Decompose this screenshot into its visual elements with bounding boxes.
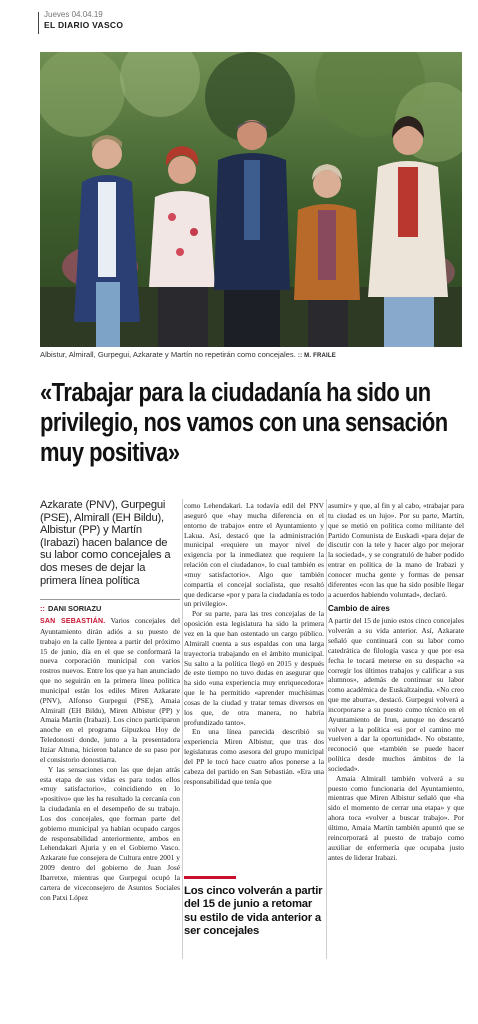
pull-quote-bar bbox=[184, 876, 236, 879]
column-1 bbox=[40, 616, 180, 902]
headline: «Trabajar para la ciudadanía ha sido un privilegio, nos vamos con una sensación muy positiva» bbox=[40, 379, 448, 467]
subheadline: Azkarate (PNV), Gurpegui (PSE), Almirall (EH Bildu), Albistur (PP) y Martín (Irabazi) hacen balance de su labor como concejales a dos meses de dejar la primera línea política bbox=[40, 499, 171, 587]
paragraph: Y las sensaciones con las que dejan atrás esta etapa de sus vidas es para todos ellos «muy satisfactorio», coincidiendo en lo «positivo» que les ha resultado la cercanía con la ciudadanía en el desempeño de su trabajo. Los dos concejales, que forman parte del gobierno municipal ya habían ocupado cargos de responsabilidad anteriormente, ambos en Lehendakari Ajuria y en el Gobierno Vasco. Azkarate fue consejera de Cultura entre 2001 y 2009 dentro del gobierno de Juan José Ibarretxe, mientras que Gurpegui ocupó la cartera de viceconsejero de Asuntos Sociales con Patxi López bbox=[40, 764, 180, 902]
column-3 bbox=[328, 501, 464, 862]
paragraph: Amaia Almirall también volverá a su puesto como funcionaria del Ayuntamiento, mientras que Miren Albistur señaló que «ha sido el momento de cerrar una etapa» y que ahora toca «volver a buscar trabajo». Por último, Amaia Martín también apuntó que se reincorporará al puesto de trabajo como auxiliar de enfermería que ocupaba justo antes de liderar Irabazi. bbox=[328, 773, 464, 862]
page-header bbox=[44, 10, 464, 30]
photo-caption bbox=[40, 349, 470, 362]
group-photo bbox=[40, 52, 462, 347]
paragraph: Por su parte, para las tres concejalas de la oposición esta legislatura ha sido la primera vez en la que han ostentado un cargo público. Almirall cuenta a sus espaldas con una larga trayectoria trabajando en el ámbito municipal. Su salto a la política llegó en 2015 y después de este tiempo no tuvo dudas en asegurar que ha sido «una experiencia muy enriquecedora» que le ha permitido «aprender muchísimas cosas de la ciudad y tratar temas diversos en los que, de otra manera, no habría profundizado tanto». bbox=[184, 609, 324, 727]
newspaper-name: EL DIARIO VASCO bbox=[44, 20, 124, 30]
paragraph: En una línea parecida describió su experiencia Miren Albistur, que tras dos legislaturas como asesora del grupo municipal del PP le tocó hace cuatro años ponerse a la cabeza del partido en San Sebastián. «Era una responsabilidad que tenía que bbox=[184, 727, 324, 786]
column-2 bbox=[184, 501, 324, 786]
column-divider bbox=[182, 499, 183, 959]
issue-date: Jueves 04.04.19 bbox=[44, 10, 103, 19]
pull-quote bbox=[184, 876, 324, 939]
section-heading: Cambio de aires bbox=[328, 604, 390, 614]
paragraph: asumir» y que, al fin y al cabo, «trabajar para tu ciudad es un lujo». Por su parte, Martín, que se metió en política como militante del Partido Comunista de Euskadi «para dejar de discutir con la tele y hacer algo por mejorar la sociedad», y se congratuló de haber podido entrar en política de la mano de Irabazi y conocer mucha gente y formas de pensar diferentes «con las que ha sido posible llegar a acuerdos habiendo voluntad», declaró. bbox=[328, 501, 464, 599]
byline-rule bbox=[40, 599, 180, 600]
header-rule bbox=[38, 12, 39, 34]
paragraph-text: Varios concejales del Ayuntamiento dirán adiós a su puesto de trabajo en la calle Ijentea a partir del próximo 15 de junio, día en el que se conformará la nueva corporación municipal con varios rostros nuevos. Entre los que ya han anunciado que no seguirán en la primera línea política municipal están los ediles Miren Azkarate (PNV), Alfonso Gurpegui (PSE), Amaia Almirall (EH Bildu), Miren Albistur (PP) y Amaia Martín (Irabazi). Los cinco participaron anoche en el programa Gipuzkoa Hoy de Teledonosti donde, junto a la presentadora Itziar Altuna, hicieron balance de su paso por el consistorio donostiarra. bbox=[40, 616, 181, 764]
caption-text: Albistur, Almirall, Gurpegui, Azkarate y Martín no repetirán como concejales. bbox=[40, 350, 296, 359]
byline-author: DANI SORIAZU bbox=[47, 604, 102, 613]
paragraph: A partir del 15 de junio estos cinco concejales volverán a su vida anterior. Así, Azkarate señaló que continuará con su labor como catedrática de filología vasca y que por esa fecha le tocará meterse en su despacho «a corregir los últimos trabajos y calificar a sus alumnos», además de continuar su labor como académica de Euskaltzaindia. «No creo que me aburra», destacó. Gurpegui volverá a incorporarse a su puesto como técnico en el Ayuntamiento de Irun, aunque no descartó volver a la política «si por el camino me vuelven a dar la oportunidad». No obstante, reconoció que «también se puede hacer política desde muchos ámbitos de la sociedad». bbox=[328, 616, 464, 773]
byline-mark: :: bbox=[40, 604, 45, 613]
photo-credit: :: M. FRAILE bbox=[297, 353, 336, 359]
byline bbox=[40, 604, 180, 613]
column-divider bbox=[326, 499, 327, 959]
pull-quote-text: Los cinco volverán a partir del 15 de junio a retomar su estilo de vida anterior a ser concejales bbox=[184, 885, 323, 938]
paragraph bbox=[40, 616, 180, 765]
paragraph: como Lehendakari. La todavía edil del PNV aseguró que «hay mucha diferencia en el entorno de trabajo» entre el Ayuntamiento y Lakua. Así, destacó que la administración municipal «requiere un mayor nivel de exigencia por la inmediatez que requiere la relación con el ciudadano», lo cual también es «muy satisfactorio». Algo que también compartía el concejal socialista, que resaltó que dedicarse «por y para la ciudadanía es todo un privilegio». bbox=[184, 501, 324, 609]
dateline: SAN SEBASTIÁN. bbox=[40, 618, 106, 625]
